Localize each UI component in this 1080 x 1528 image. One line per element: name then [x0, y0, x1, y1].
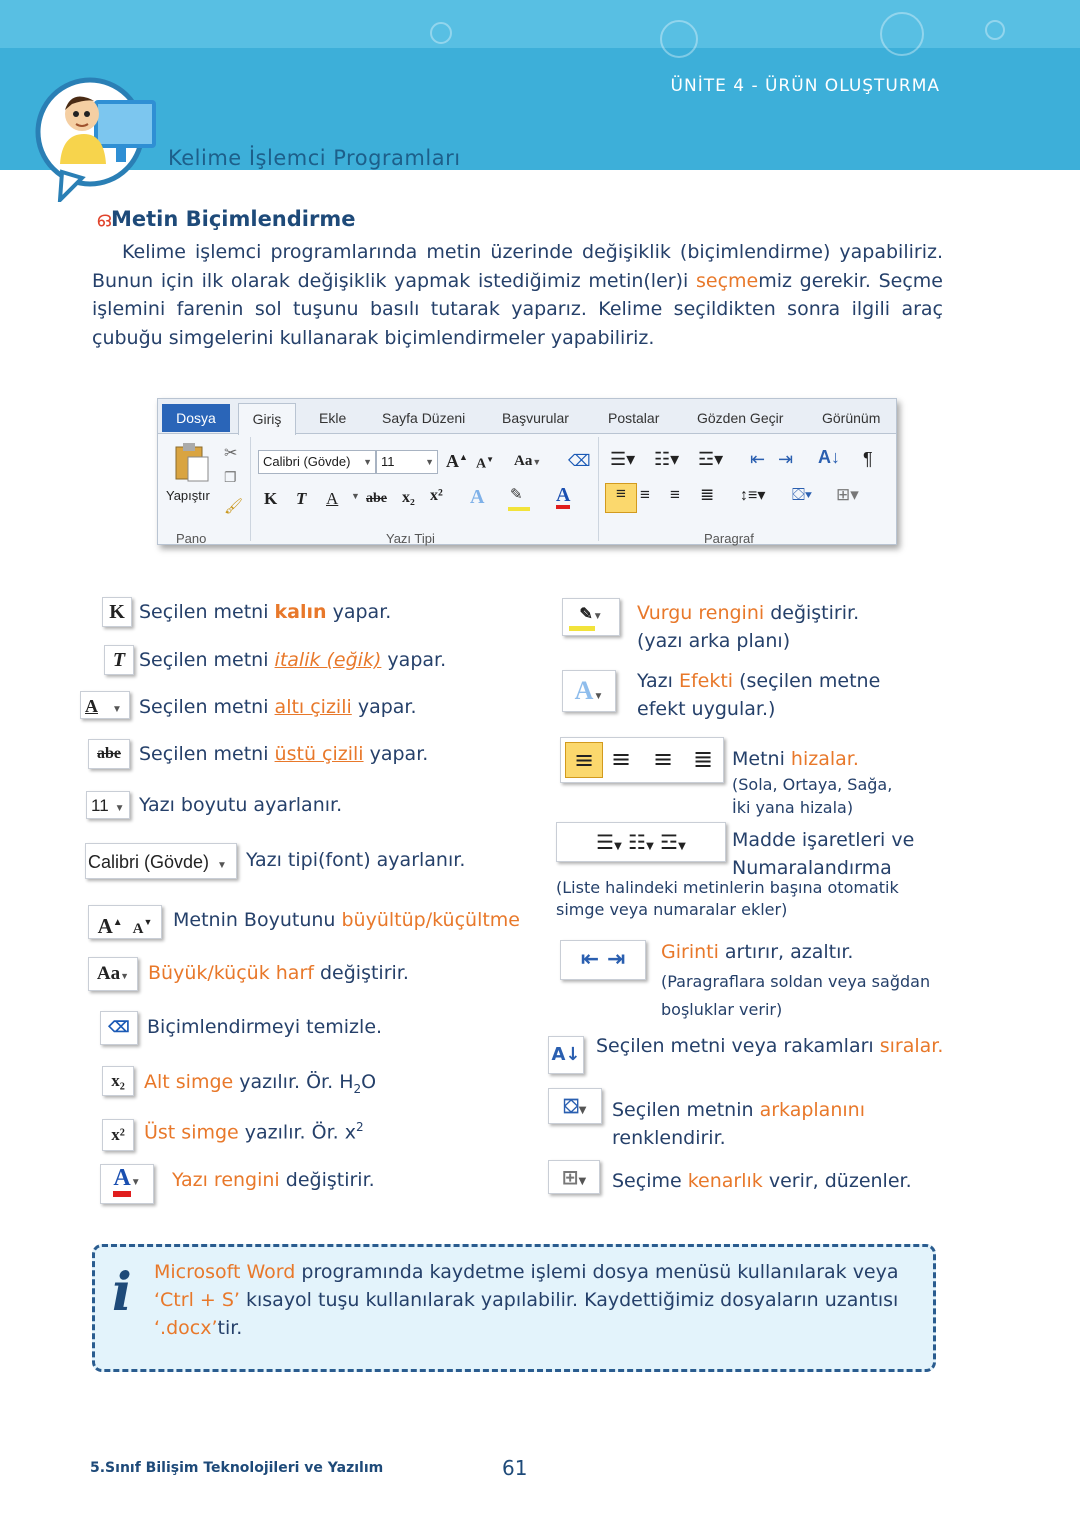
- section-title-text: Metin Biçimlendirme: [111, 207, 356, 231]
- tab-gorunum[interactable]: Görünüm: [822, 410, 881, 426]
- legend-text: simge veya numaralar ekler): [556, 900, 788, 919]
- legend-text: verir, düzenler.: [762, 1170, 912, 1192]
- legend-change-case: [148, 959, 409, 987]
- legend-alignment-detail: [732, 773, 892, 819]
- font-color-icon-label: A: [113, 1165, 130, 1197]
- legend-highlight: üstü çizili: [274, 743, 364, 765]
- numbering-icon[interactable]: ☷▾: [654, 449, 680, 469]
- legend-text: yazılır. Ör. x: [238, 1121, 356, 1144]
- chevron-down-icon: ▼: [112, 704, 122, 715]
- superscript-icon: x²: [102, 1119, 134, 1151]
- info-highlight: ‘.docx’: [154, 1317, 218, 1339]
- increase-indent-icon: ⇥: [606, 947, 626, 972]
- legend-highlight: Büyük/küçük harf: [148, 962, 314, 984]
- line-spacing-icon[interactable]: ↕≡▾: [740, 487, 766, 504]
- legend-strikethrough: [139, 740, 428, 768]
- legend-text: Seçilen metnin: [612, 1099, 760, 1121]
- legend-text: Seçilen metni: [139, 649, 275, 671]
- paste-icon[interactable]: [172, 441, 212, 483]
- chevron-down-icon: ▼: [363, 457, 372, 467]
- grow-font-button[interactable]: A▲: [446, 451, 468, 471]
- font-size-icon-label: 11: [91, 796, 109, 815]
- legend-font-name: Yazı tipi(font) ayarlanır.: [246, 849, 466, 871]
- legend-text: yapar.: [381, 649, 447, 671]
- info-highlight: Microsoft Word: [154, 1261, 296, 1283]
- legend-indent: [661, 938, 853, 966]
- tab-ekle[interactable]: Ekle: [319, 410, 347, 426]
- footer-book-title: 5.Sınıf Bilişim Teknolojileri ve Yazılım: [90, 1460, 384, 1476]
- shrink-icon-label: A: [132, 921, 144, 937]
- legend-alignment: [732, 745, 859, 773]
- bold-button[interactable]: K: [264, 489, 278, 508]
- format-painter-icon[interactable]: 🖌: [224, 498, 244, 515]
- decor-gear: [880, 12, 924, 56]
- page-number: 61: [502, 1456, 528, 1480]
- legend-borders: [612, 1167, 912, 1195]
- chevron-down-icon: ▼: [114, 803, 125, 814]
- font-color-legend-icon: [100, 1164, 154, 1204]
- align-center-icon[interactable]: ≡: [640, 485, 650, 504]
- chevron-down-icon: ▼: [120, 971, 130, 981]
- pilcrow-icon[interactable]: ¶: [863, 449, 873, 469]
- change-case-icon: [88, 957, 138, 991]
- underline-icon-label: A: [85, 696, 98, 716]
- section-title: [96, 207, 355, 232]
- legend-text: Madde işaretleri ve: [732, 829, 915, 851]
- legend-superscript-digit: 2: [355, 1120, 364, 1134]
- legend-text: yapar.: [351, 696, 417, 718]
- underline-icon: [80, 691, 130, 719]
- legend-font-size: Yazı boyutu ayarlanır.: [139, 794, 343, 816]
- info-line: tir.: [217, 1317, 243, 1339]
- bold-icon: K: [102, 597, 132, 627]
- legend-highlight: büyültüp/küçültme: [341, 909, 520, 931]
- legend-text: (yazı arka planı): [637, 630, 791, 652]
- decor-circle: [430, 22, 452, 44]
- legend-text: efekt uygular.): [637, 698, 776, 720]
- separator: [598, 437, 599, 541]
- font-name-value: Calibri (Gövde): [263, 454, 351, 469]
- align-right-icon[interactable]: ≡: [670, 485, 680, 504]
- legend-clear-format: Biçimlendirmeyi temizle.: [147, 1016, 383, 1038]
- decrease-indent-icon: ⇤: [580, 947, 600, 972]
- legend-text-effects: [637, 667, 880, 723]
- numbering-icon: ☷: [628, 830, 647, 854]
- legend-bold: [139, 598, 391, 626]
- shading-legend-icon: ⛋▼: [548, 1088, 602, 1124]
- legend-text: Seçime: [612, 1170, 688, 1192]
- legend-underline: [139, 693, 417, 721]
- legend-text: (Paragraflara soldan veya sağdan: [661, 972, 931, 991]
- group-paragraf: Paragraf: [704, 531, 754, 546]
- strikethrough-icon: abe: [88, 739, 130, 769]
- legend-highlight: [637, 599, 859, 655]
- chevron-down-icon: ▼: [578, 1105, 587, 1116]
- chevron-down-icon: ▼: [614, 841, 622, 852]
- legend-lists-detail: [556, 877, 899, 921]
- subscript-icon: x₂: [102, 1066, 134, 1096]
- change-case-icon-label: Aa: [96, 963, 121, 984]
- chevron-down-icon: ▼: [592, 611, 603, 622]
- font-size-select[interactable]: [376, 450, 438, 474]
- multilevel-list-icon[interactable]: ☲▾: [698, 449, 724, 469]
- chevron-down-icon: ▼: [217, 860, 227, 871]
- clear-format-icon[interactable]: ⌫: [568, 453, 591, 470]
- change-case-button[interactable]: [514, 453, 541, 470]
- legend-font-color: [172, 1166, 375, 1194]
- borders-icon[interactable]: ⊞▾: [836, 485, 859, 504]
- legend-text: Seçilen metni veya rakamları: [596, 1035, 880, 1057]
- shrink-font-button[interactable]: A▼: [476, 455, 495, 472]
- legend-text: yapar.: [363, 743, 429, 765]
- font-name-icon: [85, 843, 237, 879]
- legend-text: Yazı: [637, 670, 679, 692]
- italic-icon: T: [104, 645, 134, 675]
- legend-text: (Liste halindeki metinlerin başına otomatik: [556, 878, 899, 897]
- align-left-icon: ≡: [565, 742, 603, 778]
- legend-text: boşluklar verir): [661, 1000, 783, 1019]
- legend-text: değiştirir.: [764, 602, 860, 624]
- legend-shading: [612, 1096, 865, 1152]
- glasses-icon: ഒ: [96, 207, 111, 231]
- font-name-select[interactable]: [258, 450, 376, 474]
- legend-text: değiştirir.: [313, 962, 409, 984]
- legend-highlight: Alt simge: [144, 1071, 234, 1093]
- align-left-icon[interactable]: ≡: [605, 483, 637, 513]
- legend-highlight: italik (eğik): [274, 649, 382, 671]
- justify-icon: ≣: [693, 745, 714, 773]
- decrease-indent-icon[interactable]: ⇤: [750, 449, 766, 469]
- strikethrough-button[interactable]: abe: [366, 491, 387, 506]
- bullets-icon[interactable]: ☰▾: [610, 449, 636, 469]
- clear-format-legend-icon: ⌫: [100, 1011, 138, 1045]
- chapter-title: Kelime İşlemci Programları: [168, 146, 461, 170]
- highlight-swatch: [508, 507, 530, 511]
- legend-text: Seçilen metni: [139, 696, 275, 718]
- legend-text: Seçilen metni: [139, 601, 275, 623]
- legend-indent-detail: [661, 968, 930, 1024]
- legend-highlight-word: arkaplanını: [759, 1099, 865, 1121]
- info-icon: i: [112, 1262, 132, 1323]
- tab-sayfa-duzeni[interactable]: Sayfa Düzeni: [382, 410, 466, 426]
- alignment-legend-icons: [560, 737, 724, 783]
- tab-postalar[interactable]: Postalar: [608, 410, 660, 426]
- shrink-font-label: A: [476, 456, 487, 472]
- grow-icon-label: A: [97, 914, 113, 938]
- font-name-icon-label: Calibri (Gövde): [88, 852, 210, 872]
- ribbon-tabs: [158, 399, 896, 434]
- shading-icon[interactable]: ⛋▾: [792, 485, 813, 504]
- align-right-icon: ≡: [653, 745, 674, 773]
- legend-text: Numaralandırma: [732, 857, 892, 879]
- sort-icon[interactable]: A↓: [818, 447, 840, 467]
- paste-label[interactable]: Yapıştır: [166, 488, 210, 503]
- tab-basvurular[interactable]: Başvurular: [502, 410, 569, 426]
- cut-icon[interactable]: ✂: [224, 445, 238, 462]
- underline-button[interactable]: A: [326, 489, 339, 508]
- legend-text: renklendirir.: [612, 1127, 726, 1149]
- highlight-swatch: [569, 626, 595, 631]
- legend-highlight-word: kenarlık: [687, 1170, 763, 1192]
- legend-subscript-digit: 2: [353, 1081, 362, 1096]
- chevron-down-icon: ▼: [578, 1176, 587, 1187]
- legend-superscript: [144, 1113, 364, 1146]
- legend-sort: [596, 1032, 943, 1060]
- chevron-down-icon: ▼: [593, 691, 604, 702]
- separator: [250, 437, 251, 541]
- group-yazi-tipi: Yazı Tipi: [386, 531, 435, 546]
- legend-text: yazılır. Ör. H: [233, 1071, 354, 1093]
- font-size-icon: [86, 791, 130, 819]
- info-line: programında kaydetme işlemi dosya menüsü kullanılarak veya: [295, 1261, 899, 1283]
- decor-circle: [985, 20, 1005, 40]
- increase-indent-icon[interactable]: ⇥: [778, 449, 794, 469]
- legend-lists: [732, 826, 914, 882]
- subscript-button[interactable]: x₂: [402, 489, 415, 506]
- intro-highlight: seçme: [695, 269, 759, 292]
- chevron-down-icon[interactable]: ▼: [351, 491, 360, 501]
- legend-text: (seçilen metne: [733, 670, 881, 692]
- indent-legend-icons: [560, 940, 646, 980]
- tab-gozden-gecir[interactable]: Gözden Geçir: [697, 410, 784, 426]
- group-pano: Pano: [176, 531, 207, 546]
- legend-text: artırır, azaltır.: [718, 941, 854, 963]
- legend-highlight-word: hizalar.: [790, 748, 859, 770]
- info-line: kısayol tuşu kullanılarak yapılabilir. Kaydettiğimiz dosyaların uzantısı: [239, 1289, 899, 1311]
- legend-text: Metnin Boyutunu: [173, 909, 342, 931]
- legend-highlight-word: Vurgu rengini: [637, 602, 765, 624]
- highlight-color-icon[interactable]: ✎: [510, 486, 523, 503]
- chevron-down-icon: ▼: [646, 841, 654, 852]
- legend-highlight-word: sıralar.: [879, 1035, 944, 1057]
- chevron-down-icon: ▼: [532, 457, 542, 467]
- info-highlight: ‘Ctrl + S’: [154, 1289, 240, 1311]
- tab-giris[interactable]: Giriş: [238, 403, 296, 435]
- unit-title: ÜNİTE 4 - ÜRÜN OLUŞTURMA: [670, 76, 940, 96]
- mascot-icon: [32, 72, 162, 202]
- change-case-label: Aa: [514, 453, 533, 469]
- chevron-down-icon: ▼: [425, 457, 434, 467]
- font-size-value: 11: [381, 454, 395, 469]
- info-text: [154, 1258, 914, 1342]
- chevron-down-icon: ▼: [678, 841, 686, 852]
- text-effects-icon[interactable]: A: [470, 486, 485, 508]
- legend-highlight: Üst simge: [144, 1121, 239, 1144]
- highlight-legend-icon: ✎▼: [562, 598, 620, 636]
- decor-circle: [660, 20, 698, 58]
- word-ribbon: [157, 398, 897, 545]
- legend-italic: [139, 646, 446, 674]
- legend-highlight: altı çizili: [274, 696, 352, 718]
- legend-text: Seçilen metni: [139, 743, 275, 765]
- italic-button[interactable]: T: [296, 489, 307, 508]
- legend-text: İki yana hizala): [732, 798, 854, 817]
- font-color-icon[interactable]: A: [556, 485, 570, 509]
- legend-highlight-word: Efekti: [678, 670, 734, 692]
- chevron-down-icon: ▼: [130, 1177, 141, 1188]
- copy-icon[interactable]: ❐: [224, 469, 237, 485]
- legend-highlight: kalın: [274, 601, 327, 623]
- tab-dosya[interactable]: Dosya: [162, 404, 230, 432]
- sort-legend-icon: A↓: [548, 1036, 584, 1074]
- multilevel-list-icon: ☲: [660, 830, 679, 854]
- legend-text: O: [361, 1071, 377, 1093]
- intro-paragraph: [92, 238, 943, 352]
- superscript-button[interactable]: x²: [430, 487, 443, 504]
- align-center-icon: ≡: [611, 745, 632, 773]
- list-legend-icons: [556, 822, 726, 862]
- bullets-icon: ☰: [596, 830, 615, 854]
- legend-highlight: Yazı rengini: [172, 1169, 280, 1191]
- legend-text: yapar.: [326, 601, 392, 623]
- legend-highlight-word: Girinti: [661, 941, 719, 963]
- legend-text: Metni: [732, 748, 791, 770]
- grow-shrink-icon: A▲ A▼: [88, 905, 162, 939]
- grow-font-label: A: [446, 451, 459, 471]
- legend-subscript: [144, 1068, 376, 1103]
- justify-icon[interactable]: ≣: [700, 485, 715, 504]
- legend-text: (Sola, Ortaya, Sağa,: [732, 775, 893, 794]
- intro-text-1: Kelime işlemci programlarında metin üzerinde değişiklik (biçimlendirme) yapabiliriz. Bunun için ilk olarak değişiklik yapmak istediğimiz metin(ler)i: [92, 241, 943, 292]
- intro-text-2: miz gerekir. Seçme işlemini farenin sol tuşunu basılı tutarak yaparız. Kelime seçildikten sonra ilgili araç çubuğu simgelerini kullanarak biçimlendirmeler yapabiliriz.: [92, 269, 943, 349]
- borders-legend-icon: ⊞▼: [548, 1160, 600, 1194]
- legend-grow-shrink: [173, 906, 520, 934]
- text-effects-legend-icon: A▼: [562, 670, 616, 712]
- legend-text: değiştirir.: [279, 1169, 375, 1191]
